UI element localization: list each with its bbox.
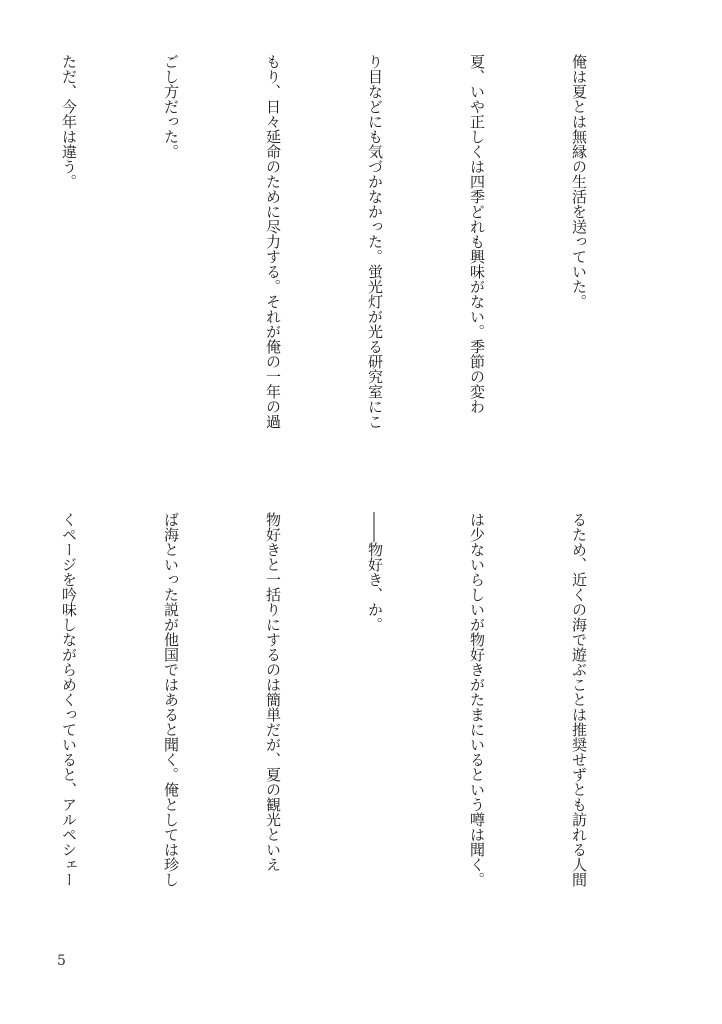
text-line: くページを吟味しながらめくっていると、アルペシェー	[60, 512, 78, 887]
text-line: 夏、いや正しくは四季どれも興味がない。季節の変わ	[468, 54, 486, 414]
text-line: は少ないらしいが物好きがたまにいるという噂は聞く。	[468, 512, 486, 887]
text-line: ば海といった説が他国ではあると聞く。俺としては珍し	[162, 512, 180, 887]
text-line: 俺は夏とは無縁の生活を送っていた。	[570, 54, 588, 309]
upper-text-block	[0, 54, 664, 484]
text-line: 物好きと一括りにするのは簡単だが、夏の観光といえ	[264, 512, 282, 872]
text-line: ごし方だった。	[162, 54, 180, 159]
text-line: ただ、今年は違う。	[60, 54, 78, 189]
text-line: もり、日々延命のために尽力する。それが俺の一年の過	[264, 54, 282, 429]
lower-text-block	[0, 512, 664, 932]
text-line: ――物好き、か。	[366, 512, 384, 632]
text-line: るため、近くの海で遊ぶことは推奨せずとも訪れる人間	[570, 512, 588, 887]
page-number: 5	[57, 953, 66, 969]
text-line: り目などにも気づかなかった。蛍光灯が光る研究室にこ	[366, 54, 384, 429]
